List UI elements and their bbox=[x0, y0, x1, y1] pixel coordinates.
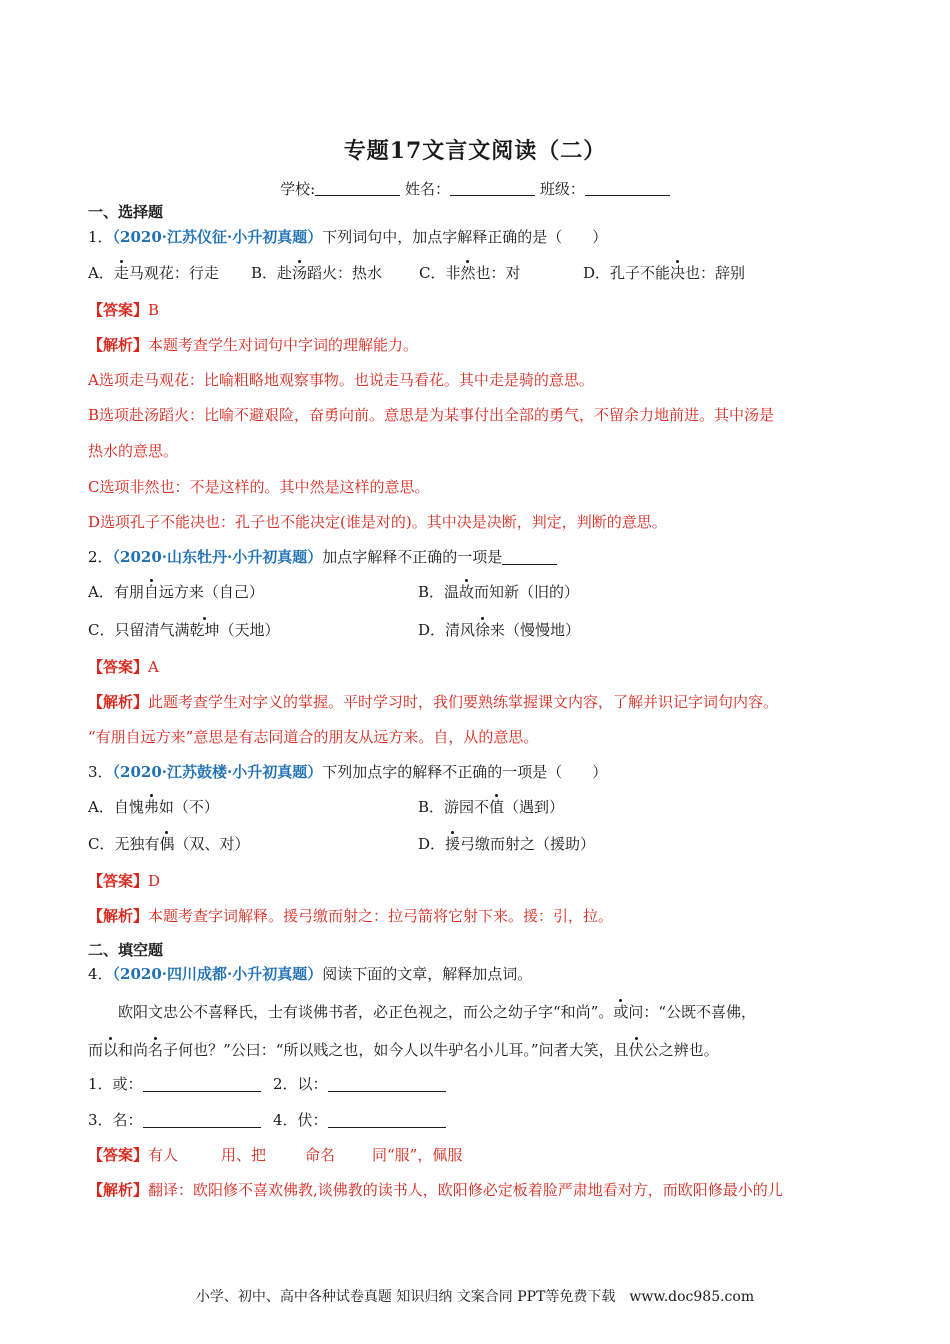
question-4-analysis: 【解析】翻译：欧阳修不喜欢佛教,谈佛教的读书人，欧阳修必定板着脸严肃地看对方，而欧阳修最小的儿 bbox=[88, 1181, 783, 1199]
page-footer: 小学、初中、高中各种试卷真题 知识归纳 文案合同 PPT等免费下载 www.doc985.com bbox=[195, 1289, 755, 1305]
question-2-stem: 2．（2020·山东牡丹·小升初真题）加点字解释不正确的一项是 bbox=[88, 547, 557, 567]
student-info-line bbox=[0, 178, 950, 199]
question-2-options-row2 bbox=[88, 620, 581, 640]
answer-blank-1[interactable] bbox=[143, 1075, 261, 1092]
analysis-line: A选项走马观花：比喻粗略地观察事物。也说走马看花。其中走是骑的意思。 bbox=[88, 371, 594, 389]
option-d: D．援弓缴而射之（援助） bbox=[418, 835, 596, 853]
analysis-line: C选项非然也：不是这样的。其中然是这样的意思。 bbox=[88, 478, 430, 496]
question-3-options-row1 bbox=[88, 797, 565, 817]
question-1-answer: 【答案】B bbox=[88, 301, 160, 319]
question-4-answer: 【答案】有人 用、把 命名 同“服”，佩服 bbox=[88, 1146, 463, 1164]
fill-row-2: 3．名： 4．伏： bbox=[88, 1110, 261, 1130]
question-2-analysis: 【解析】此题考查学生对字义的掌握。平时学习时，我们要熟练掌握课文内容，了解并识记字词句内容。 bbox=[88, 693, 779, 711]
section-title-choice: 一、选择题 bbox=[88, 203, 164, 221]
class-label: 班级： bbox=[539, 180, 585, 198]
analysis-line: D选项孔子不能决也：孔子也不能决定(谁是对的)。其中决是决断，判定，判断的意思。 bbox=[88, 513, 667, 531]
question-number: 1． bbox=[88, 228, 113, 246]
question-2-options-row1 bbox=[88, 582, 580, 602]
question-3-answer: 【答案】D bbox=[88, 872, 161, 890]
passage-line-2: 而以和尚名子何也？”公曰：“所以贱之也，如今人以牛驴名小儿耳。”问者大笑，且伏公之辨也。 bbox=[88, 1041, 719, 1059]
page-title: 专题17文言文阅读（二） bbox=[343, 138, 607, 164]
name-blank bbox=[450, 180, 535, 196]
option-b: B．赴汤蹈火：热水 bbox=[251, 264, 383, 282]
answer-blank-3[interactable] bbox=[143, 1111, 261, 1128]
question-3-stem: 3．（2020·江苏鼓楼·小升初真题）下列加点字的解释不正确的一项是（ ） bbox=[88, 763, 608, 781]
option-d: D．清风徐来（慢慢地） bbox=[418, 621, 581, 639]
question-2-answer: 【答案】A bbox=[88, 658, 159, 676]
question-text: 下列词句中，加点字解释正确的是（ ） bbox=[322, 228, 608, 246]
passage-line-1: 欧阳文忠公不喜释氏，士有谈佛书者，必正色视之，而公之幼子字“和尚”。或问：“公既不喜佛， bbox=[118, 1003, 757, 1021]
option-c: C．无独有偶（双、对） bbox=[88, 835, 250, 853]
option-a: A．自愧弗如（不） bbox=[88, 798, 219, 816]
answer-blank-4[interactable] bbox=[328, 1111, 446, 1128]
analysis-line: B选项赴汤蹈火：比喻不避艰险，奋勇向前。意思是为某事付出全部的勇气，不留余力地前进。其中汤是 bbox=[88, 406, 775, 424]
option-c: C．非然也：对 bbox=[419, 264, 521, 282]
analysis-line: “有朋自远方来”意思是有志同道合的朋友从远方来。自，从的意思。 bbox=[88, 728, 539, 746]
school-blank bbox=[315, 180, 400, 196]
question-1-stem bbox=[88, 227, 607, 247]
question-1-analysis: 【解析】本题考查学生对词句中字词的理解能力。 bbox=[88, 336, 419, 354]
option-a: A．走马观花：行走 bbox=[88, 264, 219, 282]
analysis-line: 热水的意思。 bbox=[88, 442, 179, 460]
option-b: B．游园不值（遇到） bbox=[418, 798, 565, 816]
question-4-stem: 4．（2020·四川成都·小升初真题）阅读下面的文章，解释加点词。 bbox=[88, 965, 533, 983]
question-3-analysis: 【解析】本题考查字词解释。援弓缴而射之：拉弓箭将它射下来。援：引，拉。 bbox=[88, 907, 614, 925]
option-b: B．温故而知新（旧的） bbox=[418, 583, 580, 601]
school-label: 学校: bbox=[280, 180, 316, 198]
option-c: C．只留清气满乾坤（天地） bbox=[88, 621, 280, 639]
class-blank bbox=[585, 180, 670, 196]
question-1-options bbox=[88, 263, 746, 283]
section-title-fill: 二、填空题 bbox=[88, 941, 164, 959]
answer-blank-2[interactable] bbox=[328, 1075, 446, 1092]
fill-row-1: 1．或： 2．以： bbox=[88, 1074, 261, 1094]
question-3-options-row2 bbox=[88, 834, 596, 854]
answer-blank bbox=[502, 548, 557, 565]
option-d: D．孔子不能决也：辞别 bbox=[583, 264, 746, 282]
question-source: （2020·江苏仪征·小升初真题） bbox=[112, 228, 323, 246]
name-label: 姓名： bbox=[405, 180, 451, 198]
option-a: A．有朋自远方来（自己） bbox=[88, 583, 264, 601]
